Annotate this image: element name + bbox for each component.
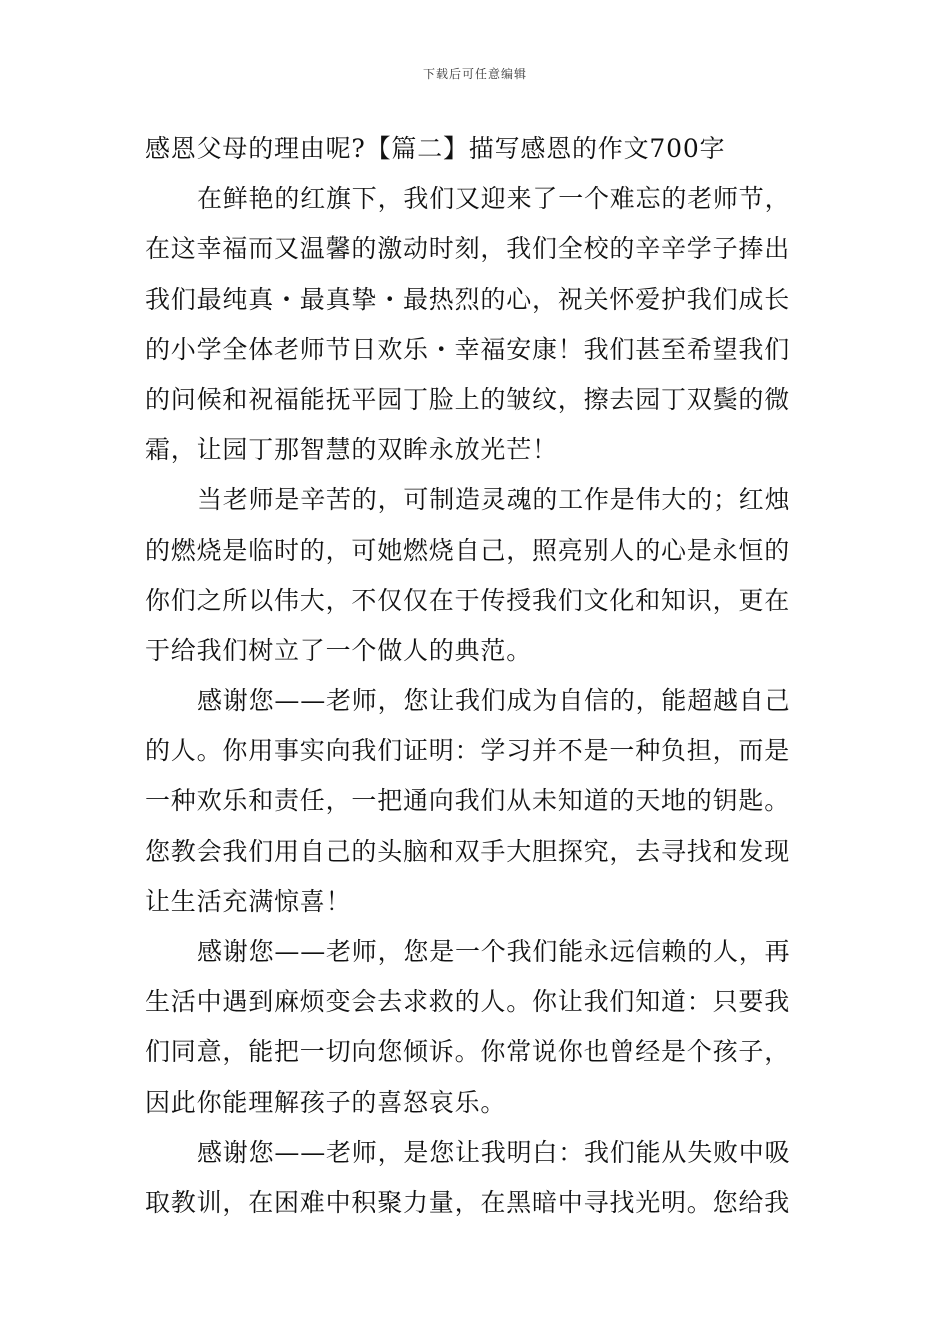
paragraph-first-line: 感谢您——老师，是您让我明白：我们能从失败中吸 — [197, 1137, 791, 1167]
page-header: 下载后可任意编辑 — [422, 67, 527, 81]
text-line: 的人。你用事实向我们证明：学习并不是一种负担，而是 — [145, 736, 791, 766]
text-line: 你们之所以伟大，不仅仅在于传授我们文化和知识，更在 — [145, 585, 791, 615]
text-line: 在这幸福而又温馨的激动时刻，我们全校的辛辛学子捧出 — [145, 234, 791, 264]
text-line: 于给我们树立了一个做人的典范。 — [145, 635, 533, 665]
text-line: 因此你能理解孩子的喜怒哀乐。 — [145, 1087, 507, 1117]
text-line: 的燃烧是临时的，可她燃烧自己，照亮别人的心是永恒的 — [145, 535, 791, 565]
paragraph-first-line: 当老师是辛苦的，可制造灵魂的工作是伟大的；红烛 — [197, 485, 791, 515]
document-body — [145, 124, 807, 1228]
text-line: 我们最纯真・最真挚・最热烈的心，祝关怀爱护我们成长 — [145, 284, 791, 314]
text-line: 的问候和祝福能抚平园丁脸上的皱纹，擦去园丁双鬓的微 — [145, 384, 791, 414]
text-line: 感恩父母的理由呢?【篇二】描写感恩的作文700字 — [145, 134, 726, 163]
paragraph-first-line: 感谢您——老师，您让我们成为自信的，能超越自己 — [197, 686, 791, 716]
text-line: 让生活充满惊喜！ — [145, 886, 352, 916]
text-line: 生活中遇到麻烦变会去求救的人。你让我们知道：只要我 — [145, 987, 791, 1017]
text-line: 一种欢乐和责任，一把通向我们从未知道的天地的钥匙。 — [145, 786, 791, 816]
text-line: 您教会我们用自己的头脑和双手大胆探究，去寻找和发现 — [145, 836, 791, 866]
text-line: 们同意，能把一切向您倾诉。你常说你也曾经是个孩子， — [145, 1037, 791, 1067]
text-line: 霜，让园丁那智慧的双眸永放光芒！ — [145, 435, 558, 465]
paragraph-first-line: 在鲜艳的红旗下，我们又迎来了一个难忘的老师节， — [197, 184, 791, 214]
paragraph-first-line: 感谢您——老师，您是一个我们能永远信赖的人，再 — [197, 937, 791, 966]
text-line: 取教训，在困难中积聚力量，在黑暗中寻找光明。您给我 — [145, 1187, 791, 1217]
text-line: 的小学全体老师节日欢乐・幸福安康！我们甚至希望我们 — [145, 334, 791, 364]
